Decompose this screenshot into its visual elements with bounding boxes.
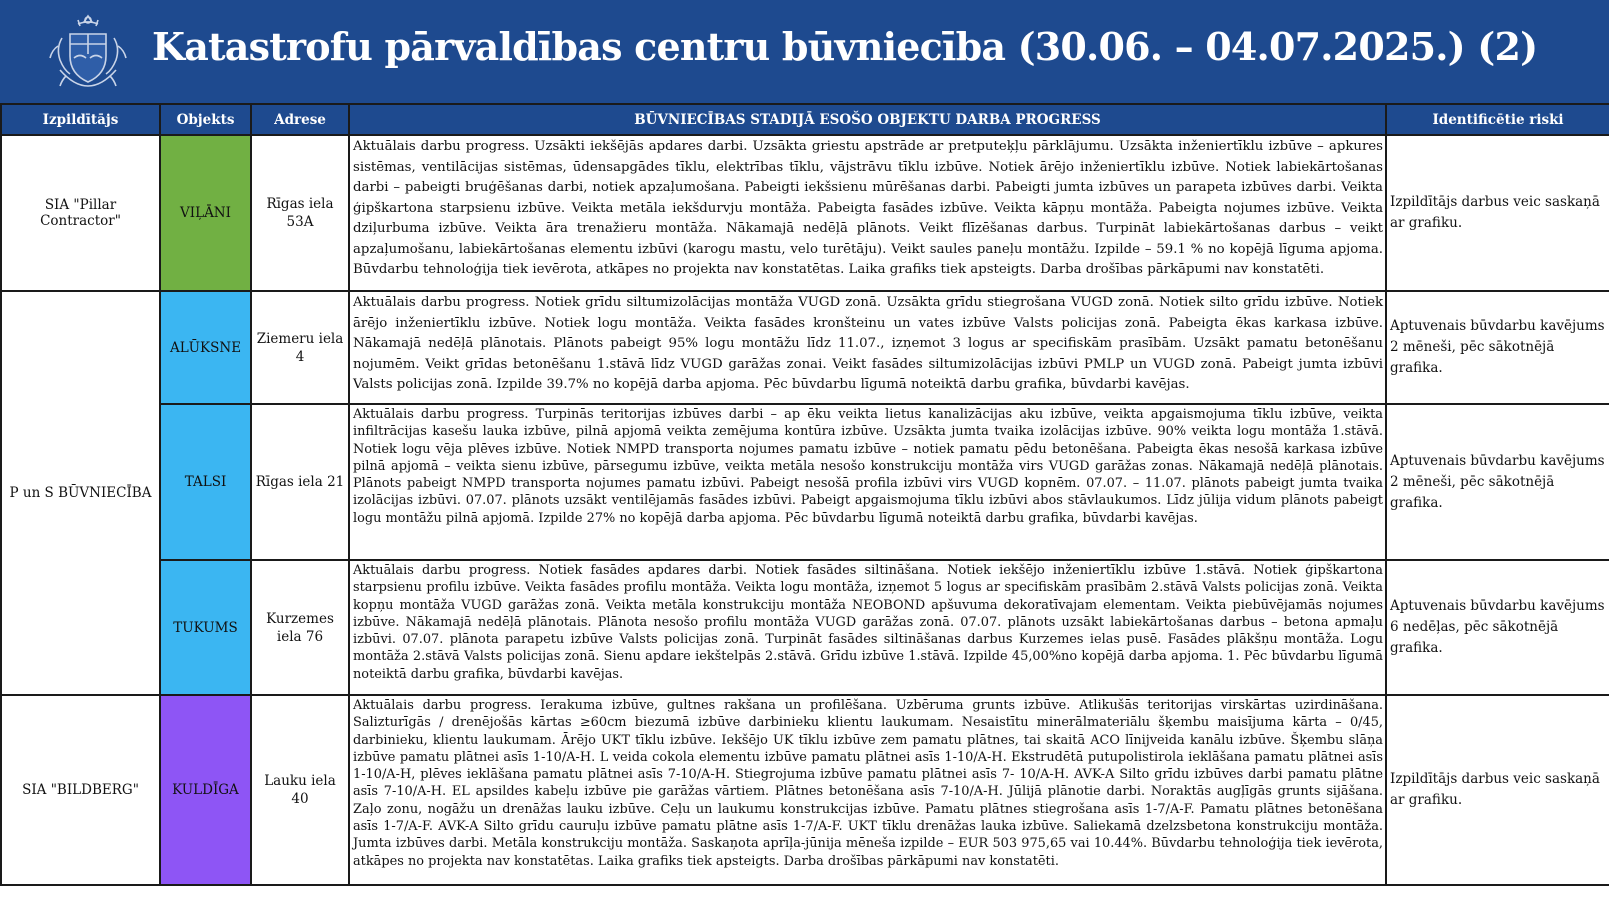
object-cell: TALSI bbox=[160, 404, 251, 560]
progress-cell: Aktuālais darbu progress. Notiek grīdu siltumizolācijas montāža VUGD zonā. Uzsākta grīdu stiegrošana VUGD zonā. Notiek silto grīdu izbūve. Notiek ārējo inženiertīklu izbūve. Notiek logu montāža. Veikta fasādes kronšteinu un vates izbūve Valsts policijas zonā. Pabeigta ēkas karkasa izbūve. Nākamajā nedēļā plānotais. Plānots pabeigt 95% logu montāžu līdz 11.07., izņemot 3 logus ar specifiskām prasībām. Uzsākt pamatu betonēšanu nojumēm. Veikt grīdas betonēšanu 1.stāvā līdz VUGD garāžas zonai. Veikt fasādes siltumizolācijas izbūvi PMLP un VUGD zonā. Pabeigt jumta izbūvi Valsts policijas zonā. Izpilde 39.7% no kopējā darba apjoma. Pēc būvdarbu līgumā noteiktā darbu grafika, būvdarbi kavējas. bbox=[349, 291, 1386, 404]
address-cell: Lauku iela 40 bbox=[251, 695, 349, 885]
object-cell: ALŪKSNE bbox=[160, 291, 251, 404]
contractor-cell: SIA "Pillar Contractor" bbox=[1, 135, 160, 291]
address-cell: Rīgas iela 21 bbox=[251, 404, 349, 560]
table-row bbox=[1, 135, 1609, 291]
contractor-cell: P un S BŪVNIECĪBA bbox=[1, 291, 160, 695]
risk-cell: Aptuvenais būvdarbu kavējums 2 mēneši, pēc sākotnējā grafika. bbox=[1386, 404, 1609, 560]
object-cell: KULDĪGA bbox=[160, 695, 251, 885]
page-header bbox=[0, 0, 1609, 103]
risk-cell: Aptuvenais būvdarbu kavējums 2 mēneši, pēc sākotnējā grafika. bbox=[1386, 291, 1609, 404]
table-row bbox=[1, 291, 1609, 404]
progress-cell: Aktuālais darbu progress. Ierakuma izbūve, gultnes rakšana un profilēšana. Uzbēruma grunts izbūve. Atlikušās teritorijas virskārtas uzirdināšana. Salizturīgās / drenējošās kārtas ≥60cm biezumā izbūve darbinieku klientu laukumam. Nesaistītu minerālmateriālu šķembu maisījuma kārta – 0/45, darbinieku, klientu laukumam. Ārējo UKT tīklu izbūve. Iekšējo UK tīklu izbūve zem pamatu plātnes, tai skaitā ACO līnijveida kanālu izbūve. Šķembu slāņa izbūve pamatu plātnei asīs 1-10/A-H. L veida cokola elementu izbūve pamatu plātnei asīs 1-10/A-H. Ekstrudētā putupolistirola ieklāšana pamatu plātnei asīs 1-10/A-H, plēves ieklāšana pamatu plātnei asīs 7-10/A-H. Stiegrojuma izbūve pamatu plātnei asīs 7- 10/A-H. AVK-A Silto grīdu izbūves darbi pamatu plātne asīs 7-10/A-H. EL apsildes kabeļu izbūve pie garāžas vārtiem. Plātnes betonēšana asīs 7-10/A-H. Jūlijā plānotie darbi. Noraktās augļīgās grunts sijāšana. Zaļo zonu, nogāžu un drenāžas lauku izbūve. Ceļu un laukumu konstrukcijas izbūve. Pamatu plātnes stiegrošana asīs 1-7/A-F. Pamatu plātnes betonēšana asīs 1-7/A-F. AVK-A Silto grīdu cauruļu izbūve pamatu plātne asīs 1-7/A-F. UKT tīklu drenāžas lauka izbūve. Saliekamā dzelzsbetona konstrukciju montāža. Jumta izbūves darbi. Metāla konstrukciju montāža. Saskaņota aprīļa-jūnija mēneša izpilde – EUR 503 975,65 vai 10.44%. Būvdarbu tehnoloģija tiek ievērota, atkāpes no projekta nav konstatētas. Laika grafiks tiek apsteigts. Darba drošības pārkāpumi nav konstatēti. bbox=[349, 695, 1386, 885]
progress-cell: Aktuālais darbu progress. Turpinās teritorijas izbūves darbi – ap ēku veikta lietus kanalizācijas aku izbūve, veikta apgaismojuma tīklu izbūve, veikta infiltrācijas kasešu lauka izbūve, pilnā apjomā veikta zemējuma kontūra izbūve. Uzsākta jumta tvaika izolācijas izbūve. 90% veikta logu montāža 1.stāvā. Notiek logu vēja plēves izbūve. Notiek NMPD transporta nojumes pamatu izbūve – notiek pamatu pēdu betonēšana. Pabeigta ēkas nesošā karkasa izbūve pilnā apjomā – veikta sienu izbūve, pārsegumu izbūve, veikta metāla nesošo konstrukciju montāža virs VUGD garāžas zonas. Nākamajā nedēļā plānotais. Plānots pabeigt NMPD transporta nojumes pamatu izbūvi. Pabeigt nesošā profila izbūvi virs VUGD kopnēm. 07.07. – 11.07. plānots pabeigt jumta tvaika izolācijas izbūvi. 07.07. plānots uzsākt ventilējamās fasādes izbūvi. Pabeigt apgaismojuma tīklu izbūvi abos stāvlaukumos. Līdz jūlija vidum plānots pabeigt logu montāžu pilnā apjomā. Izpilde 27% no kopējā darba apjoma. Pēc būvdarbu līgumā noteiktā darbu grafika, būvdarbi kavējas. bbox=[349, 404, 1386, 560]
table-row bbox=[1, 560, 1609, 695]
column-header-object: Objekts bbox=[160, 104, 251, 135]
progress-cell: Aktuālais darbu progress. Notiek fasādes apdares darbi. Notiek fasādes siltināšana. Notiek iekšējo inženiertīklu izbūve 1.stāvā. Notiek ģipškartona starpsienu profilu izbūve. Veikta fasādes profilu montāža. Veikta logu montāža, izņemot 5 logus ar specifiskām prasībām 2.stāvā Valsts policijas zonā. Veikta kopņu montāža VUGD garāžas zonā. Veikta metāla konstrukciju montāža NEOBOND apšuvuma dekoratīvajam elementam. Veikta piebūvējamās nojumes izbūve. Nākamajā nedēļā plānotais. Plānota nesošo profilu montāža VUGD garāžas zonā. 07.07. plānots uzsākt labiekārtošanas darbus – betona apmaļu izbūvi. 07.07. plānota parapetu izbūve Valsts policijas zonā. Turpināt fasādes siltināšanas darbus Kurzemes ielas pusē. Fasādes plākšņu montāža. Logu montāža 2.stāvā Valsts policijas zonā. Sienu apdare iekštelpās 2.stāvā. Grīdu izbūve 1.stāvā. Izpilde 45,00%no kopējā darba apjoma. 1. Pēc būvdarbu līgumā noteiktā darbu grafika, būvdarbi kavējas. bbox=[349, 560, 1386, 695]
column-header-progress: BŪVNIECĪBAS STADIJĀ ESOŠO OBJEKTU DARBA PROGRESS bbox=[349, 104, 1386, 135]
column-header-address: Adrese bbox=[251, 104, 349, 135]
column-header-risks: Identificētie riski bbox=[1386, 104, 1609, 135]
table-row bbox=[1, 695, 1609, 885]
address-cell: Ziemeru iela 4 bbox=[251, 291, 349, 404]
address-cell: Kurzemes iela 76 bbox=[251, 560, 349, 695]
progress-cell: Aktuālais darbu progress. Uzsākti iekšējās apdares darbi. Uzsākta griestu apstrāde ar pretputeķļu pārklājumu. Uzsākta inženiertīklu izbūve – apkures sistēmas, ventilācijas sistēmas, ūdensapgādes tīklu, elektrības tīklu, vājstrāvu tīklu izbūve. Notiek ārējo inženiertīklu izbūve. Notiek labiekārtošanas darbi – pabeigti bruģēšanas darbi, notiek apzaļumošana. Pabeigti iekšsienu mūrēšanas darbi. Pabeigti jumta izbūves un parapeta izbūves darbi. Veikta ģipškartona starpsienu izbūve. Veikta metāla iekšdurvju montāža. Pabeigta fasādes izbūve. Veikta kāpņu montāža. Pabeigta nojumes izbūve. Veikta dziļurbuma izbūve. Veikta āra trenažieru montāža. Nākamajā nedēļā plānots. Veikt flīzēšanas darbus. Turpināt labiekārtošanas darbus – veikt apzaļumošanu, labiekārtošanas elementu izbūvi (karogu mastu, velo turētāju). Veikt saules paneļu montāžu. Izpilde – 59.1 % no kopējā līguma apjoma. Būvdarbu tehnoloģija tiek ievērota, atkāpes no projekta nav konstatētas. Laika grafiks tiek apsteigts. Darba drošības pārkāpumi nav konstatēti. bbox=[349, 135, 1386, 291]
risk-cell: Aptuvenais būvdarbu kavējums 6 nedēļas, pēc sākotnējā grafika. bbox=[1386, 560, 1609, 695]
risk-cell: Izpildītājs darbus veic saskaņā ar grafiku. bbox=[1386, 695, 1609, 885]
object-cell: VIĻĀNI bbox=[160, 135, 251, 291]
contractor-cell: SIA "BILDBERG" bbox=[1, 695, 160, 885]
address-cell: Rīgas iela 53A bbox=[251, 135, 349, 291]
risk-cell: Izpildītājs darbus veic saskaņā ar grafiku. bbox=[1386, 135, 1609, 291]
column-header-contractor: Izpildītājs bbox=[1, 104, 160, 135]
page-title: Katastrofu pārvaldības centru būvniecība (30.06. – 04.07.2025.) (2) bbox=[152, 24, 1538, 69]
table-row bbox=[1, 404, 1609, 560]
progress-table bbox=[0, 103, 1609, 886]
object-cell: TUKUMS bbox=[160, 560, 251, 695]
latvia-coat-of-arms-icon bbox=[44, 10, 132, 92]
table-header-row bbox=[1, 104, 1609, 135]
